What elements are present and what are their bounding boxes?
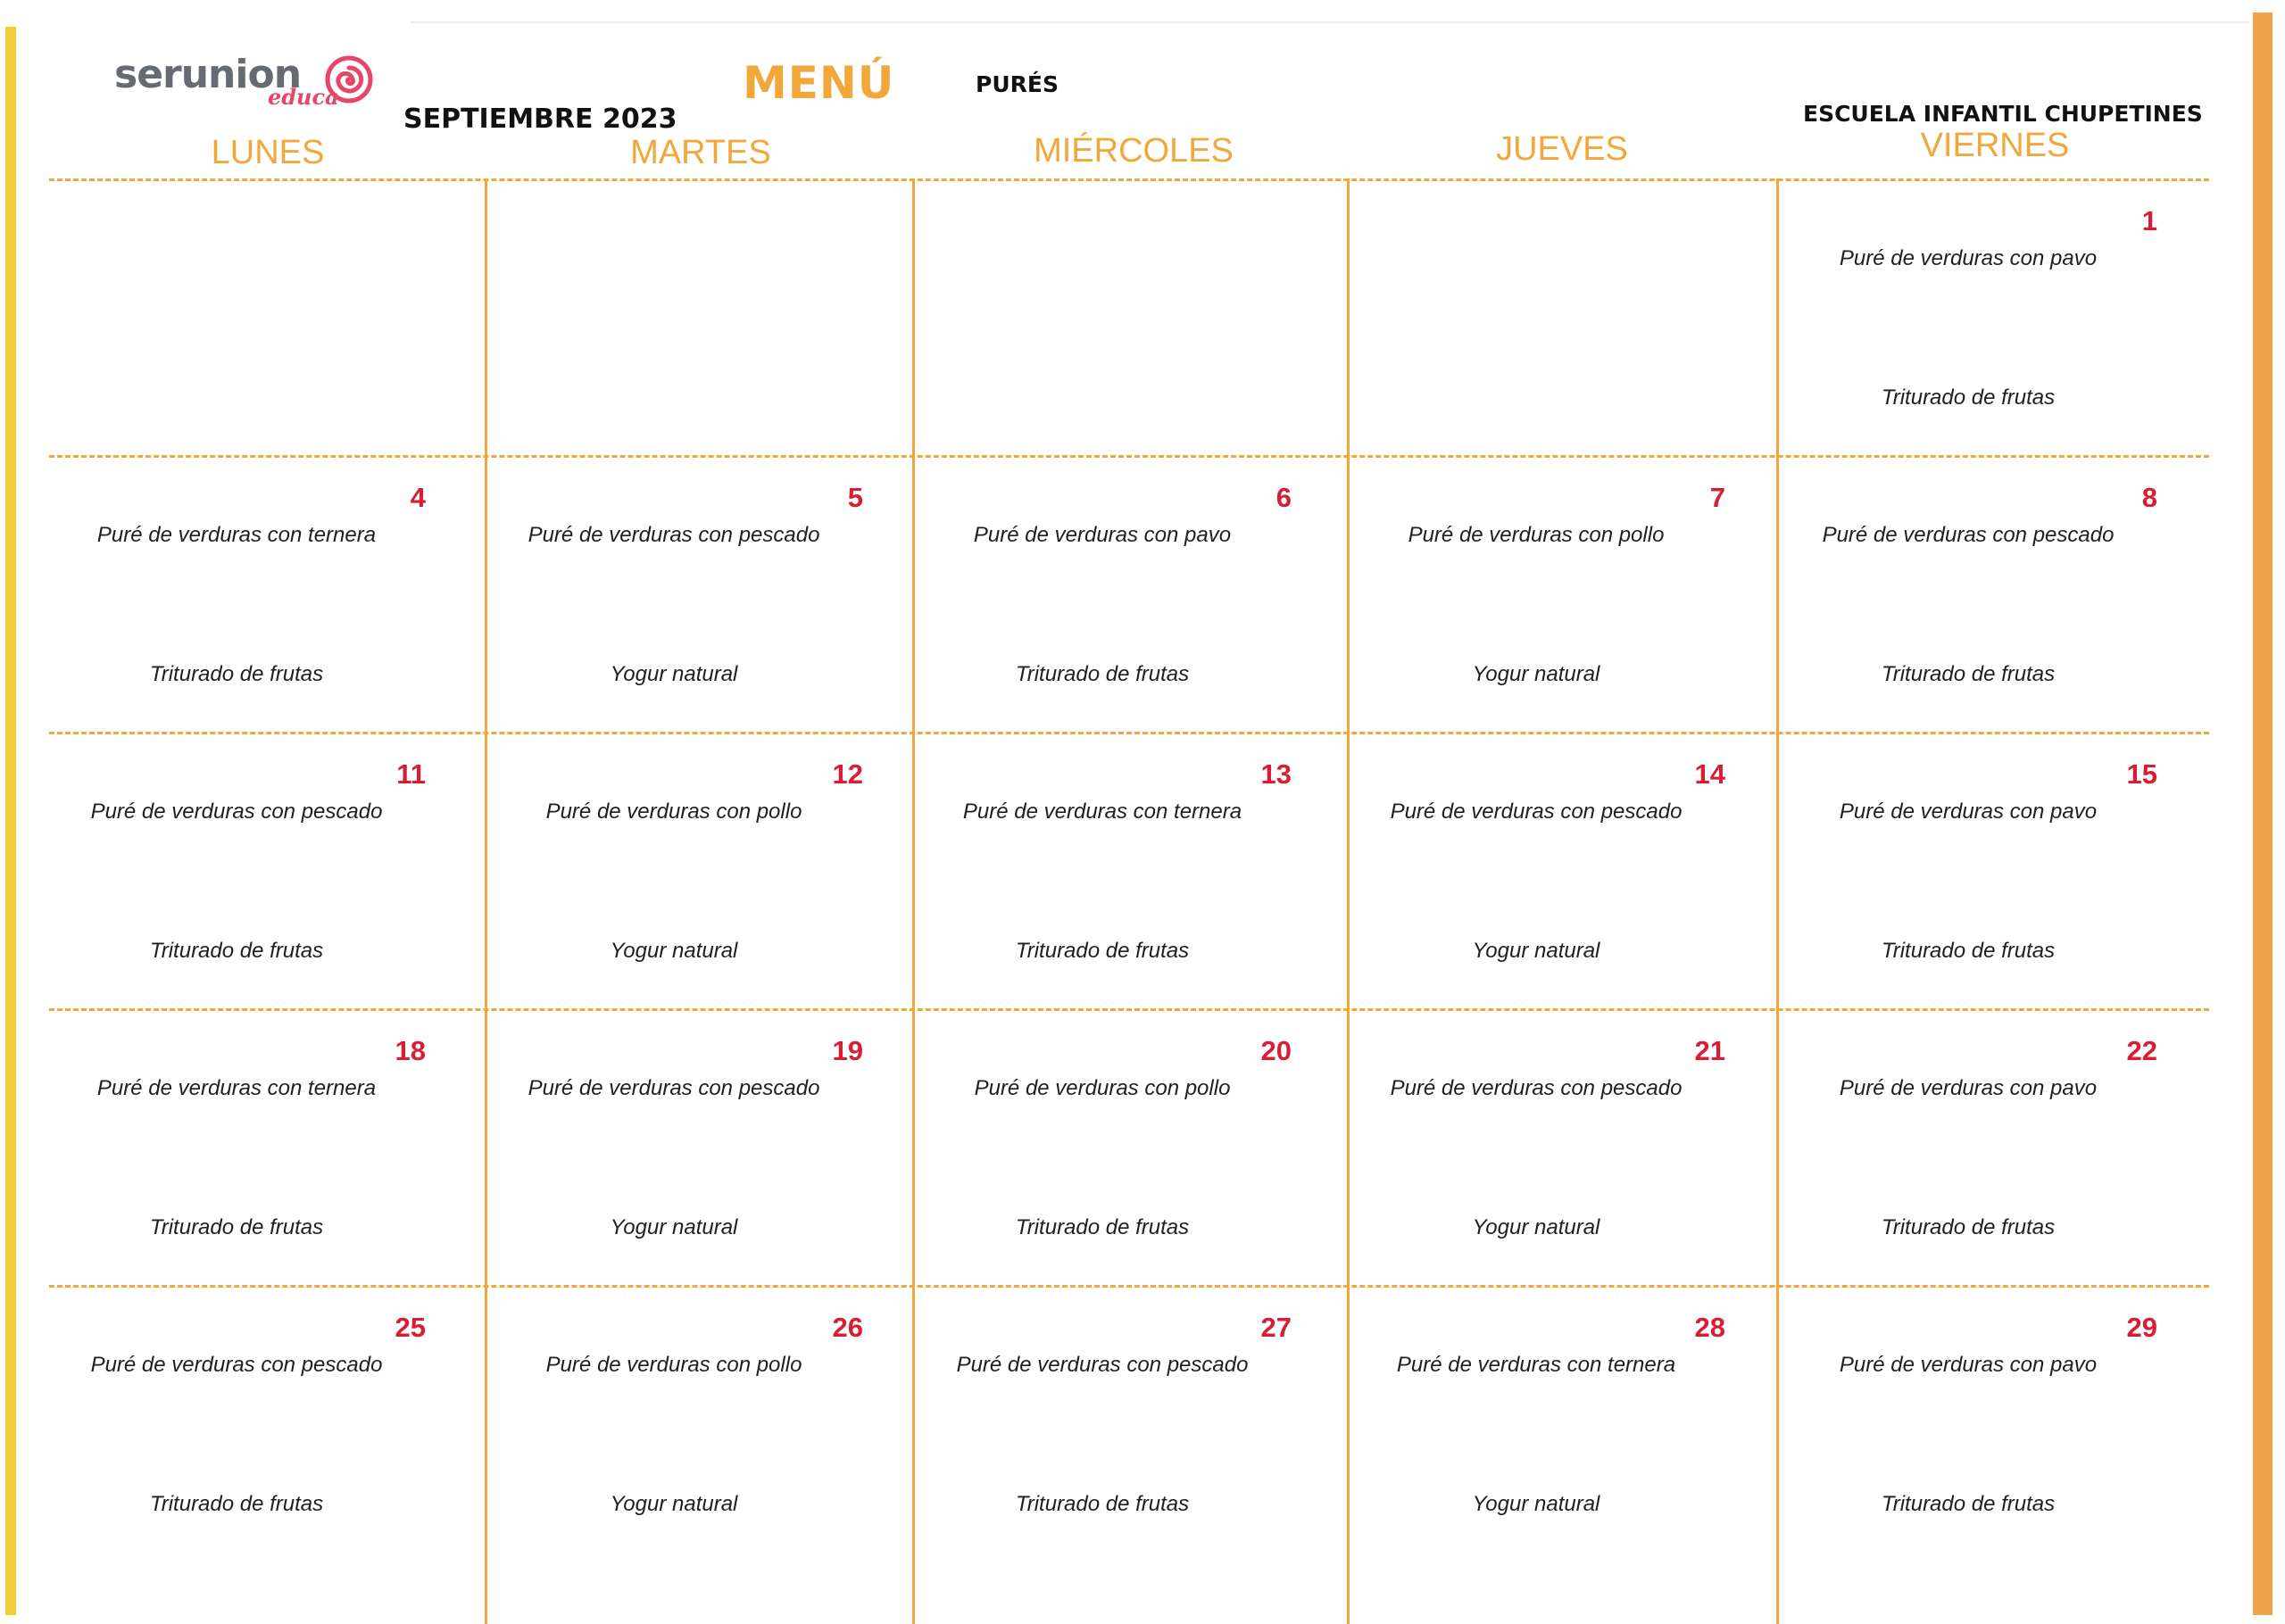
dessert: Triturado de frutas xyxy=(1881,1215,2056,1239)
day-number: 25 xyxy=(395,1312,426,1343)
day-cell xyxy=(49,1008,469,1285)
month-label: SEPTIEMBRE 2023 xyxy=(403,104,677,135)
spiral-logo-icon xyxy=(325,55,373,104)
dessert: Triturado de frutas xyxy=(1881,662,2056,686)
logo-wordmark: serunion xyxy=(114,52,302,97)
dessert: Yogur natural xyxy=(610,1492,738,1516)
day-cell xyxy=(915,455,1334,732)
weekday-header-lunes: LUNES xyxy=(211,134,325,171)
day-cell xyxy=(1349,455,1768,732)
day-cell xyxy=(1781,1008,2200,1285)
dessert: Triturado de frutas xyxy=(1881,1492,2056,1516)
first-dish: Puré de verduras con pavo xyxy=(1839,800,2098,824)
weekday-header-viernes: VIERNES xyxy=(1920,127,2070,164)
first-dish: Puré de verduras con pavo xyxy=(1839,1353,2098,1377)
first-dish: Puré de verduras con ternera xyxy=(962,800,1242,824)
dessert: Triturado de frutas xyxy=(1015,662,1190,686)
day-number: 12 xyxy=(832,758,863,790)
dessert: Triturado de frutas xyxy=(149,662,324,686)
day-cell xyxy=(486,1285,906,1562)
day-number: 21 xyxy=(1694,1035,1725,1066)
day-cell xyxy=(49,732,469,1008)
first-dish: Puré de verduras con pollo xyxy=(974,1076,1231,1100)
dessert: Yogur natural xyxy=(610,939,738,963)
first-dish: Puré de verduras con pescado xyxy=(528,523,820,547)
first-dish: Puré de verduras con pescado xyxy=(1822,523,2115,547)
day-cell xyxy=(486,732,906,1008)
day-cell xyxy=(1781,455,2200,732)
first-dish: Puré de verduras con pescado xyxy=(956,1353,1249,1377)
day-number: 14 xyxy=(1694,758,1725,790)
menu-type-label: PURÉS xyxy=(976,71,1059,97)
day-number: 27 xyxy=(1260,1312,1292,1343)
first-dish: Puré de verduras con pescado xyxy=(528,1076,820,1100)
day-number: 8 xyxy=(2141,482,2157,513)
dessert: Yogur natural xyxy=(1472,1492,1600,1516)
day-number: 11 xyxy=(396,758,426,790)
first-dish: Puré de verduras con pescado xyxy=(90,1353,383,1377)
day-cell xyxy=(486,1008,906,1285)
dessert: Yogur natural xyxy=(1472,939,1600,963)
first-dish: Puré de verduras con pavo xyxy=(1839,246,2098,270)
day-number: 29 xyxy=(2126,1312,2157,1343)
dessert: Triturado de frutas xyxy=(1015,1215,1190,1239)
school-name: ESCUELA INFANTIL CHUPETINES xyxy=(1803,101,2203,127)
first-dish: Puré de verduras con pollo xyxy=(545,1353,802,1377)
top-rule xyxy=(411,21,2249,23)
day-cell xyxy=(915,732,1334,1008)
day-number: 1 xyxy=(2141,205,2157,236)
menu-title: MENÚ xyxy=(743,57,895,109)
first-dish: Puré de verduras con pescado xyxy=(90,800,383,824)
first-dish: Puré de verduras con pollo xyxy=(1408,523,1665,547)
day-number: 28 xyxy=(1694,1312,1725,1343)
column-divider xyxy=(1776,178,1779,1624)
first-dish: Puré de verduras con pavo xyxy=(973,523,1232,547)
serunion-logo xyxy=(114,52,382,114)
dessert: Triturado de frutas xyxy=(1015,939,1190,963)
day-cell xyxy=(915,1285,1334,1562)
right-border-strip xyxy=(2253,12,2273,1615)
first-dish: Puré de verduras con ternera xyxy=(96,1076,377,1100)
day-number: 6 xyxy=(1275,482,1292,513)
dessert: Triturado de frutas xyxy=(149,939,324,963)
first-dish: Puré de verduras con ternera xyxy=(96,523,377,547)
day-number: 13 xyxy=(1260,758,1292,790)
day-cell xyxy=(1349,1008,1768,1285)
day-cell xyxy=(1349,1285,1768,1562)
menu-calendar-grid xyxy=(49,178,2209,1624)
day-number: 20 xyxy=(1260,1035,1292,1066)
day-cell xyxy=(49,1285,469,1562)
day-number: 26 xyxy=(832,1312,863,1343)
weekday-header-jueves: JUEVES xyxy=(1496,130,1628,168)
weekday-header-martes: MARTES xyxy=(630,134,771,171)
dessert: Yogur natural xyxy=(610,1215,738,1239)
day-cell xyxy=(49,455,469,732)
dessert: Triturado de frutas xyxy=(149,1492,324,1516)
dessert: Yogur natural xyxy=(1472,1215,1600,1239)
day-cell xyxy=(1781,178,2200,455)
first-dish: Puré de verduras con pescado xyxy=(1390,1076,1683,1100)
dessert: Yogur natural xyxy=(610,662,738,686)
day-number: 22 xyxy=(2126,1035,2157,1066)
first-dish: Puré de verduras con pavo xyxy=(1839,1076,2098,1100)
day-number: 4 xyxy=(410,482,426,513)
day-number: 18 xyxy=(395,1035,426,1066)
day-number: 19 xyxy=(832,1035,863,1066)
day-cell xyxy=(486,455,906,732)
day-cell xyxy=(1781,1285,2200,1562)
first-dish: Puré de verduras con pollo xyxy=(545,800,802,824)
dessert: Triturado de frutas xyxy=(149,1215,324,1239)
day-cell xyxy=(915,1008,1334,1285)
dessert: Triturado de frutas xyxy=(1881,385,2056,410)
day-cell xyxy=(1349,732,1768,1008)
dessert: Triturado de frutas xyxy=(1015,1492,1190,1516)
day-number: 7 xyxy=(1709,482,1725,513)
weekday-header-miercoles: MIÉRCOLES xyxy=(1034,132,1234,170)
day-number: 15 xyxy=(2126,758,2157,790)
dessert: Yogur natural xyxy=(1472,662,1600,686)
first-dish: Puré de verduras con pescado xyxy=(1390,800,1683,824)
logo-subtitle: educa xyxy=(268,84,339,110)
dessert: Triturado de frutas xyxy=(1881,939,2056,963)
first-dish: Puré de verduras con ternera xyxy=(1396,1353,1676,1377)
day-number: 5 xyxy=(847,482,863,513)
day-cell xyxy=(1781,732,2200,1008)
left-border-strip xyxy=(5,27,16,1615)
